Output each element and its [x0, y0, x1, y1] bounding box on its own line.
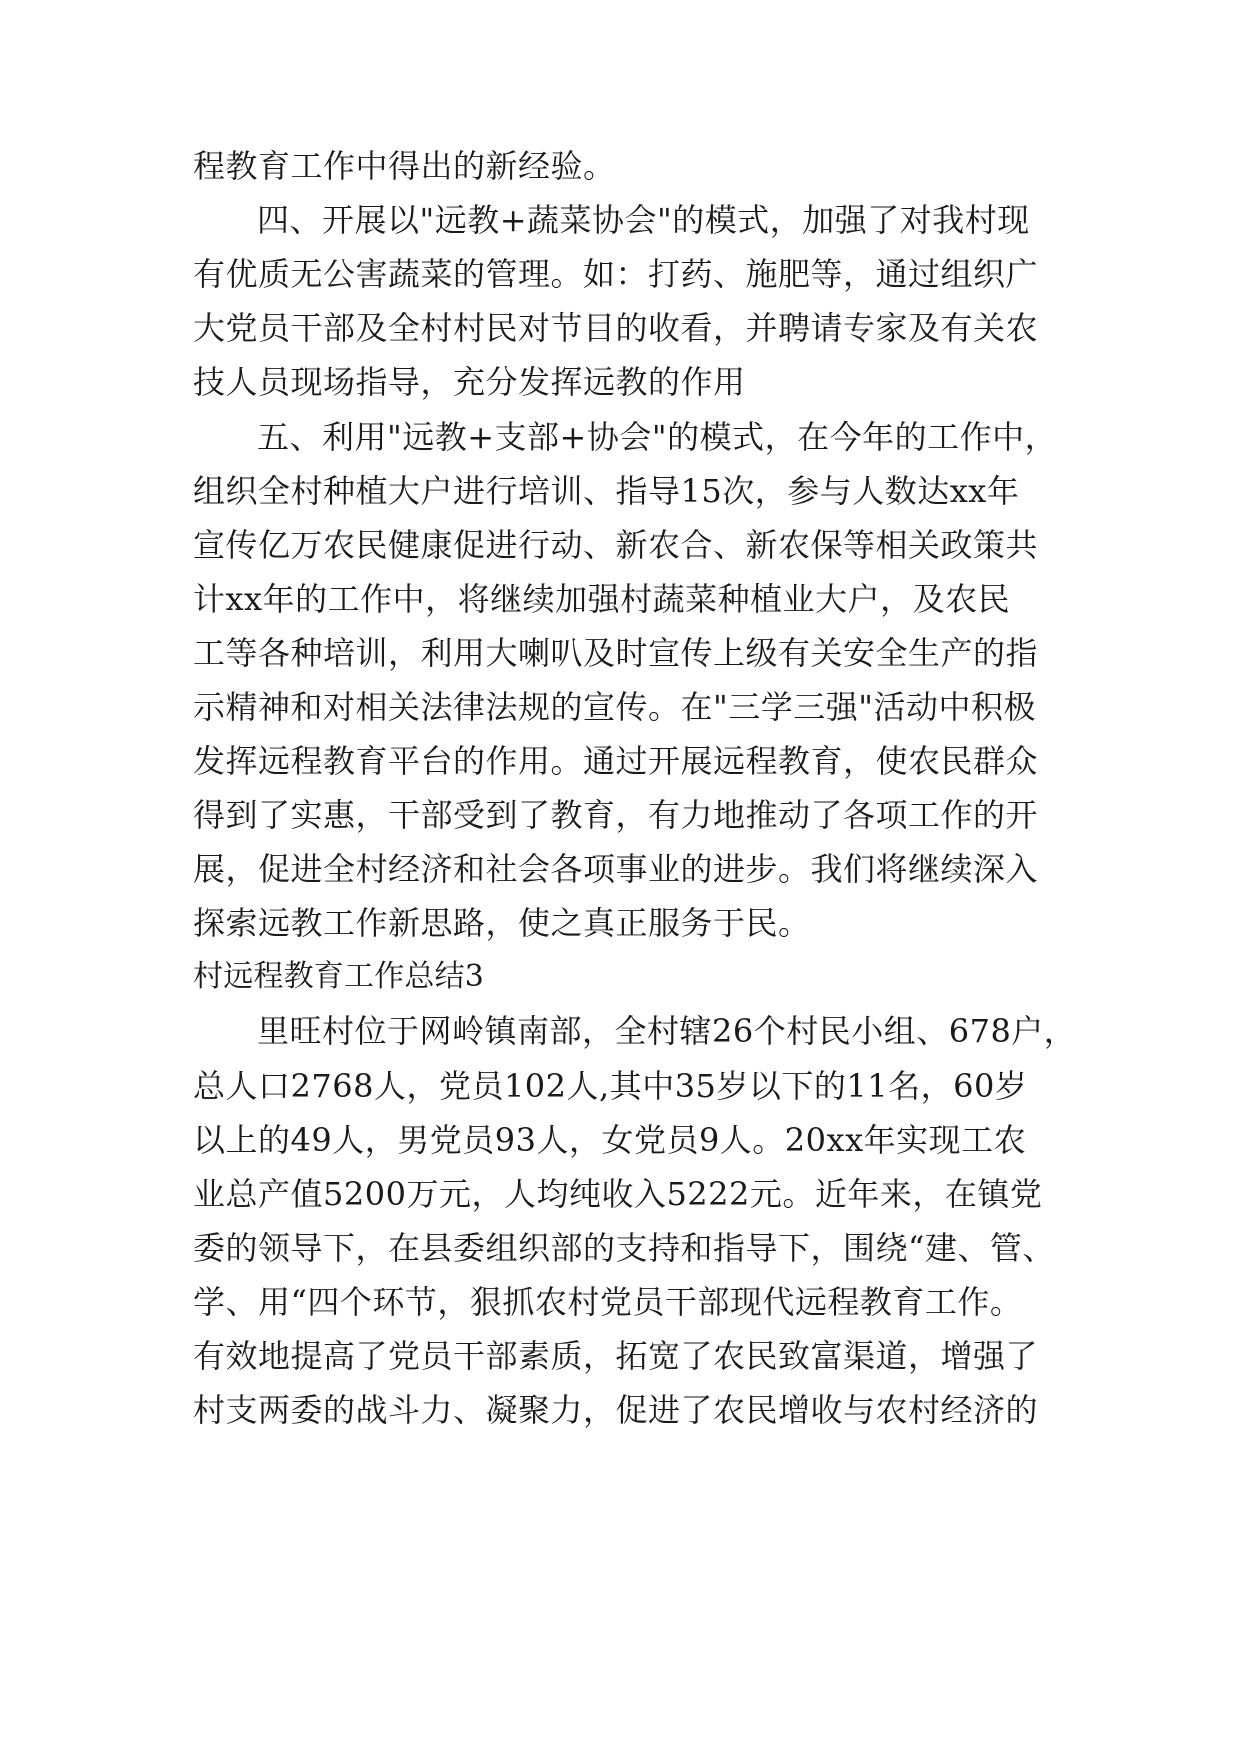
paragraph-line: 程教育工作中得出的新经验。 [193, 147, 616, 185]
paragraph-line: 得到了实惠，干部受到了教育，有力地推动了各项工作的开 [193, 796, 1039, 834]
section-heading: 村远程教育工作总结3 [193, 959, 485, 994]
paragraph-line: 技人员现场指导，充分发挥远教的作用 [193, 363, 746, 401]
paragraph-line: 探索远教工作新思路，使之真正服务于民。 [193, 904, 811, 942]
paragraph-line: 大党员干部及全村村民对节目的收看，并聘请专家及有关农 [193, 309, 1039, 347]
paragraph-line: 四、开展以"远教+蔬菜协会"的模式，加强了对我村现 [257, 201, 1030, 239]
paragraph-line: 工等各种培训，利用大喇叭及时宣传上级有关安全生产的指 [193, 634, 1039, 672]
paragraph-line: 发挥远程教育平台的作用。通过开展远程教育，使农民群众 [193, 742, 1039, 780]
paragraph-line: 组织全村种植大户进行培训、指导15次，参与人数达xx年 [193, 472, 1020, 510]
paragraph-line: 宣传亿万农民健康促进行动、新农合、新农保等相关政策共 [193, 526, 1039, 564]
paragraph-line: 五、利用"远教+支部+协会"的模式，在今年的工作中， [257, 418, 1058, 456]
paragraph-line: 村支两委的战斗力、凝聚力，促进了农民增收与农村经济的 [193, 1391, 1039, 1429]
paragraph-line: 计xx年的工作中，将继续加强村蔬菜种植业大户，及农民 [193, 580, 1011, 618]
paragraph-line: 示精神和对相关法律法规的宣传。在"三学三强"活动中积极 [193, 688, 1036, 726]
paragraph-line: 里旺村位于网岭镇南部，全村辖26个村民小组、678户， [257, 1012, 1077, 1050]
paragraph-line: 有优质无公害蔬菜的管理。如：打药、施肥等，通过组织广 [193, 255, 1039, 293]
paragraph-line: 业总产值5200万元，人均纯收入5222元。近年来，在镇党 [193, 1175, 1043, 1213]
paragraph-line: 总人口2768人，党员102人,其中35岁以下的11名，60岁 [193, 1067, 1028, 1105]
paragraph-line: 以上的49人，男党员93人，女党员9人。20xx年实现工农 [193, 1121, 1027, 1159]
paragraph-line: 有效地提高了党员干部素质，拓宽了农民致富渠道，增强了 [193, 1337, 1039, 1375]
paragraph-line: 展，促进全村经济和社会各项事业的进步。我们将继续深入 [193, 850, 1039, 888]
paragraph-line: 委的领导下，在县委组织部的支持和指导下，围绕“建、管、 [193, 1229, 1055, 1267]
paragraph-line: 学、用“四个环节，狠抓农村党员干部现代远程教育工作。 [193, 1283, 1023, 1321]
